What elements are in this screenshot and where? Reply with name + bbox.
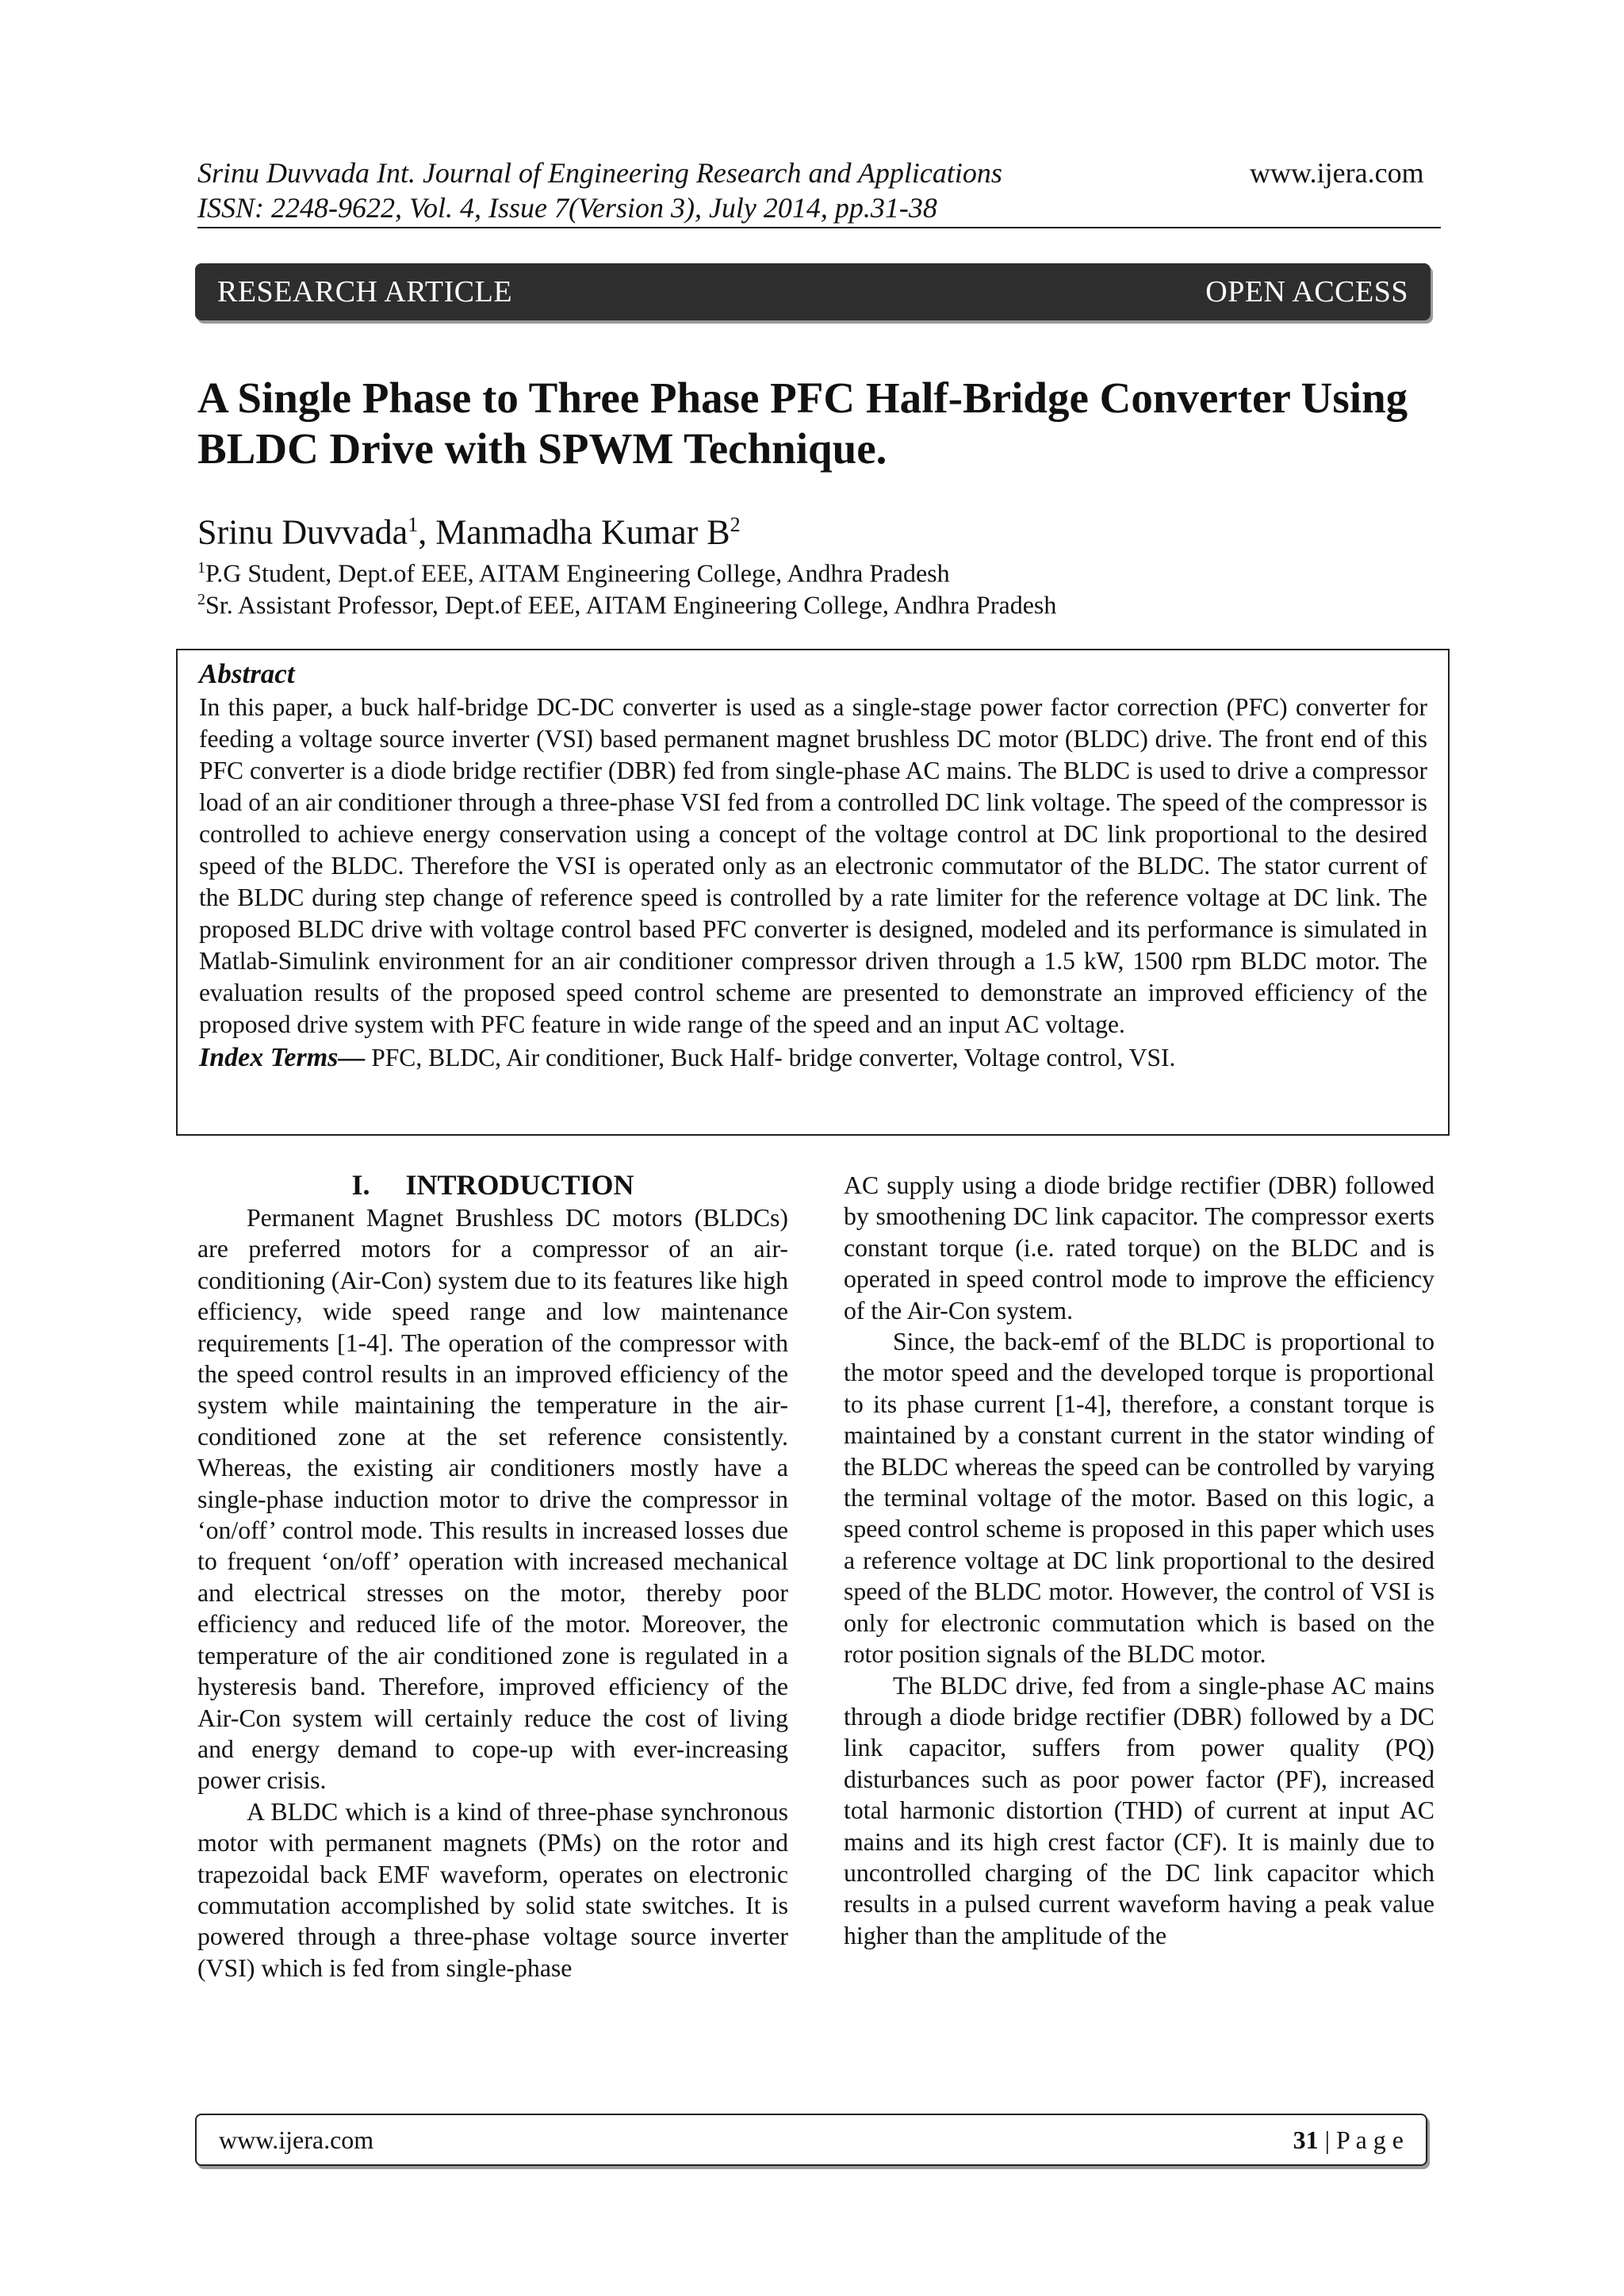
header-rule [197,227,1441,228]
section-heading-introduction: I. INTRODUCTION [351,1169,634,1201]
left-column [197,1167,788,1984]
affiliation-marker: 2 [197,591,205,608]
page-footer [195,2114,1427,2166]
index-terms [199,1042,1427,1074]
journal-citation-line1: Srinu Duvvada Int. Journal of Engineering Research and Applications [197,157,1002,189]
author-name: Srinu Duvvada [197,512,408,552]
body-paragraph: Permanent Magnet Brushless DC motors (BLDCs) are preferred motors for a compressor of an air-conditioning (Air-Con) system due to its features like high efficiency, wide speed range and low maintenance requirements [1-4]. The operation of the compressor with the speed control results in an improved efficiency of the system while maintaining the temperature in the air-conditioned zone at the set reference consistently. Whereas, the existing air conditioners mostly have a single-phase induction motor to drive the compressor in ‘on/off’ control mode. This results in increased losses due to frequent ‘on/off’ operation with increased mechanical and electrical stresses on the motor, thereby poor efficiency and reduced life of the motor. Moreover, the temperature of the air conditioned zone is regulated in a hysteresis band. Therefore, improved efficiency of the Air-Con system will certainly reduce the cost of living and energy demand to cope-up with ever-increasing power crisis. [197,1204,788,1795]
journal-citation-line2: ISSN: 2248-9622, Vol. 4, Issue 7(Version 3), July 2014, pp.31-38 [197,192,937,224]
paper-title [197,373,1450,474]
index-terms-label: Index Terms— [199,1043,366,1072]
author-separator: , [418,512,436,552]
abstract-box [176,649,1450,1136]
research-article-label: RESEARCH ARTICLE [217,275,513,309]
abstract-text: In this paper, a buck half-bridge DC-DC converter is used as a single-stage power factor correction (PFC) converter for feeding a voltage source inverter (VSI) based permanent magnet brushless DC motor (BLDC) drive. The front end of this PFC converter is a diode bridge rectifier (DBR) fed from single-phase AC mains. The BLDC is used to drive a compressor load of an air conditioner through a three-phase VSI fed from a controlled DC link voltage. The speed of the compressor is controlled to achieve energy conservation using a concept of the voltage control at DC link proportional to the desired speed of the BLDC. Therefore the VSI is operated only as an electronic commutator of the BLDC. The stator current of the BLDC during step change of reference speed is controlled by a rate limiter for the reference voltage at DC link. The proposed BLDC drive with voltage control based PFC converter is designed, modeled and its performance is simulated in Matlab-Simulink environment for an air conditioner compressor driven through a 1.5 kW, 1500 rpm BLDC motor. The evaluation results of the proposed speed control scheme are presented to demonstrate an improved efficiency of the proposed drive system with PFC feature in wide range of the speed and an input AC voltage. [199,693,1427,1038]
body-paragraph: The BLDC drive, fed from a single-phase AC mains through a diode bridge rectifier (DBR) followed by a DC link capacitor, suffers from power quality (PQ) disturbances such as poor power factor (PF), increased total harmonic distortion (THD) of current at input AC mains and its high crest factor (CF). It is mainly due to uncontrolled charging of the DC link capacitor which results in a pulsed current waveform having a peak value higher than the amplitude of the [844,1671,1434,1949]
page-number-block [1293,2125,1404,2155]
body-paragraph: Since, the back-emf of the BLDC is proportional to the motor speed and the developed torque is proportional to its phase current [1-4], therefore, a constant torque is maintained by a constant current in the stator winding of the BLDC whereas the speed can be controlled by varying the terminal voltage of the motor. Based on this logic, a speed control scheme is proposed in this paper which uses a reference voltage at DC link proportional to the desired speed of the BLDC motor. However, the control of VSI is only for electronic commutation which is based on the rotor position signals of the BLDC motor. [844,1328,1434,1669]
paper-title-line2: BLDC Drive with SPWM Technique. [197,424,887,473]
body-paragraph: A BLDC which is a kind of three-phase synchronous motor with permanent magnets (PMs) on the rotor and trapezoidal back EMF waveform, operates on electronic commutation accomplished by solid state switches. It is powered through a three-phase voltage source inverter (VSI) which is fed from single-phase [197,1797,788,1982]
right-column [844,1170,1434,1951]
author-affil-marker: 1 [408,513,419,536]
body-paragraph: AC supply using a diode bridge rectifier (DBR) followed by smoothening DC link capacitor. The compressor exerts constant torque (i.e. rated torque) on the BLDC and is operated in speed control mode to improve the efficiency of the Air-Con system. [844,1171,1434,1324]
affiliation-text: Sr. Assistant Professor, Dept.of EEE, AITAM Engineering College, Andhra Pradesh [205,590,1057,619]
paper-title-line1: A Single Phase to Three Phase PFC Half-Bridge Converter Using [197,374,1408,422]
abstract-heading: Abstract [199,658,295,689]
author-name: Manmadha Kumar B [435,512,730,552]
affiliation-2 [197,584,1056,621]
article-type-banner [195,263,1431,320]
author-affil-marker: 2 [730,513,741,536]
header-website: www.ijera.com [1250,157,1424,189]
affiliation-text: P.G Student, Dept.of EEE, AITAM Engineering College, Andhra Pradesh [205,558,950,588]
page-label: | P a g e [1318,2125,1404,2154]
index-terms-list: PFC, BLDC, Air conditioner, Buck Half- bridge converter, Voltage control, VSI. [365,1044,1176,1071]
open-access-label: OPEN ACCESS [1205,275,1408,309]
page-number: 31 [1293,2125,1319,2154]
author-list [197,504,741,554]
affiliation-marker: 1 [197,559,205,577]
footer-website: www.ijera.com [219,2125,374,2154]
